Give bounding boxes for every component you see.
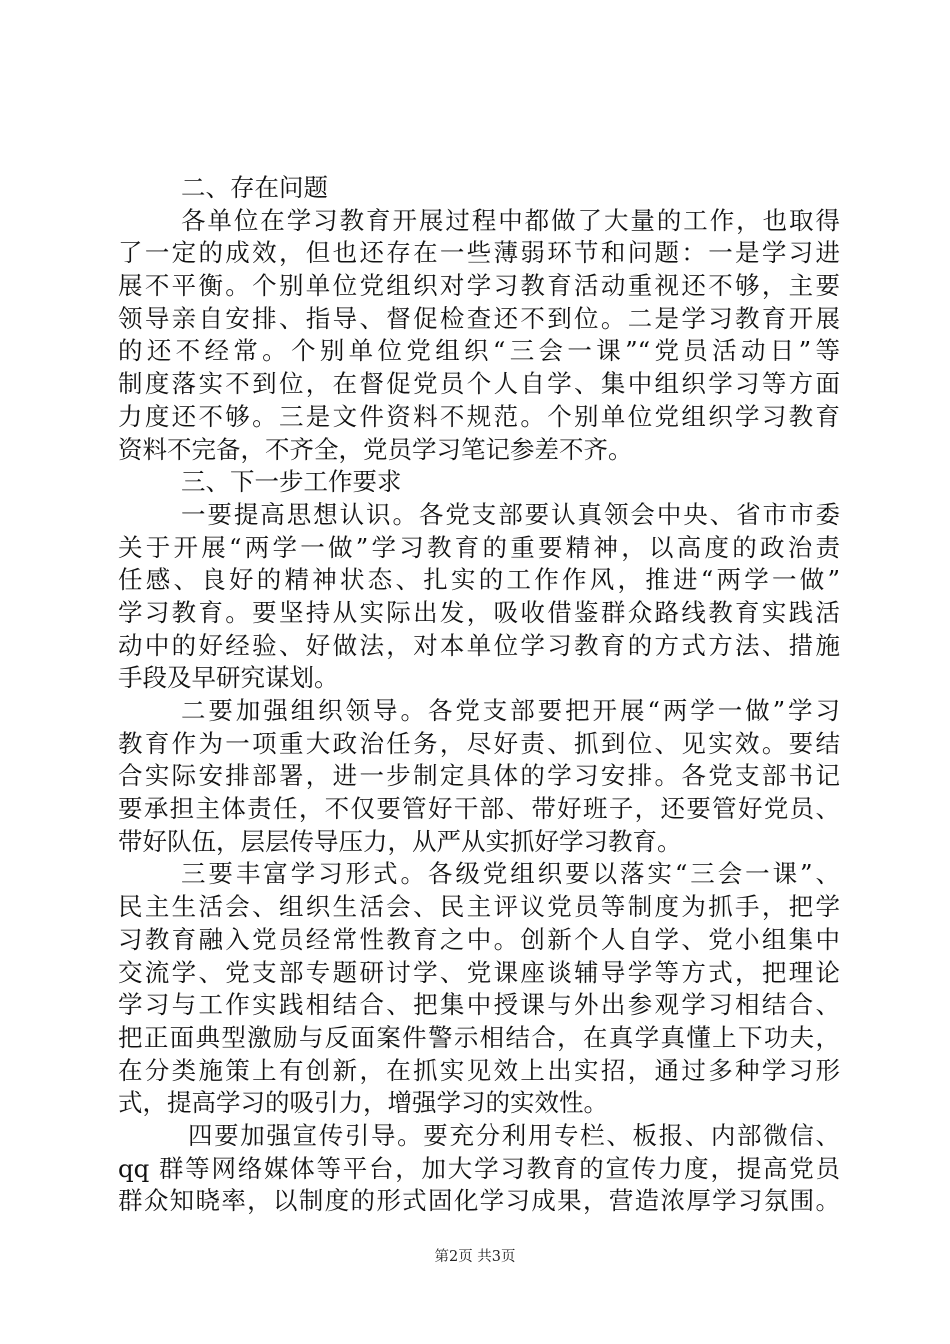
text-line: 群众知晓率，以制度的形式固化学习成果，营造浓厚学习氛围。 bbox=[118, 1186, 840, 1216]
text-line: 交流学、党支部专题研讨学、党课座谈辅导学等方式，把理论 bbox=[118, 957, 840, 987]
text-line: 了一定的成效，但也还存在一些薄弱环节和问题：一是学习进 bbox=[118, 238, 840, 268]
text-line: 力度还不够。三是文件资料不规范。个别单位党组织学习教育 bbox=[118, 401, 840, 431]
text-line: 教育作为一项重大政治任务，尽好责、抓到位、见实效。要结 bbox=[118, 728, 840, 758]
text-line: qq 群等网络媒体等平台，加大学习教育的宣传力度，提高党员 bbox=[118, 1153, 840, 1183]
text-line: 各单位在学习教育开展过程中都做了大量的工作，也取得 bbox=[181, 205, 840, 235]
text-line: 的还不经常。个别单位党组织“三会一课”“党员活动日”等 bbox=[118, 336, 840, 366]
text-line: 民主生活会、组织生活会、民主评议党员等制度为抓手，把学 bbox=[118, 892, 840, 922]
text-line: 学习教育。要坚持从实际出发，吸收借鉴群众路线教育实践活 bbox=[118, 597, 840, 627]
text-line: 资料不完备，不齐全，党员学习笔记参差不齐。 bbox=[118, 434, 633, 464]
text-line: 把正面典型激励与反面案件警示相结合，在真学真懂上下功夫， bbox=[118, 1022, 840, 1052]
text-line: 三、下一步工作要求 bbox=[181, 467, 402, 497]
text-line: 展不平衡。个别单位党组织对学习教育活动重视还不够，主要 bbox=[118, 271, 840, 301]
text-line: 三要丰富学习形式。各级党组织要以落实“三会一课”、 bbox=[181, 859, 840, 889]
text-line: 二要加强组织领导。各党支部要把开展“两学一做”学习 bbox=[181, 696, 840, 725]
text-line: 带好队伍，层层传导压力，从严从实抓好学习教育。 bbox=[118, 826, 682, 856]
text-line: 手段及早研究谋划。 bbox=[118, 663, 339, 693]
page-footer: 第2页 共3页 bbox=[434, 1249, 516, 1265]
text-line: 一要提高思想认识。各党支部要认真领会中央、省市市委 bbox=[181, 499, 840, 529]
text-line: 习教育融入党员经常性教育之中。创新个人自学、党小组集中 bbox=[118, 924, 840, 954]
text-line: 动中的好经验、好做法，对本单位学习教育的方式方法、措施 bbox=[118, 630, 840, 660]
text-line: 领导亲自安排、指导、督促检查还不到位。二是学习教育开展 bbox=[118, 303, 840, 333]
text-line: 任感、良好的精神状态、扎实的工作作风，推进“两学一做” bbox=[118, 565, 840, 595]
text-line: 关于开展“两学一做”学习教育的重要精神，以高度的政治责 bbox=[118, 532, 840, 562]
text-line: 式，提高学习的吸引力，增强学习的实效性。 bbox=[118, 1088, 608, 1118]
text-line: 四要加强宣传引导。要充分利用专栏、板报、内部微信、 bbox=[188, 1120, 840, 1150]
text-line: 学习与工作实践相结合、把集中授课与外出参观学习相结合、 bbox=[118, 990, 840, 1020]
text-line: 要承担主体责任，不仅要管好干部、带好班子，还要管好党员、 bbox=[118, 794, 840, 824]
text-line: 在分类施策上有创新，在抓实见效上出实招，通过多种学习形 bbox=[118, 1055, 840, 1085]
text-line: 二、存在问题 bbox=[181, 173, 328, 202]
document-body bbox=[118, 172, 840, 1218]
text-line: 合实际安排部署，进一步制定具体的学习安排。各党支部书记 bbox=[118, 761, 840, 791]
text-line: 制度落实不到位，在督促党员个人自学、集中组织学习等方面 bbox=[118, 369, 840, 399]
